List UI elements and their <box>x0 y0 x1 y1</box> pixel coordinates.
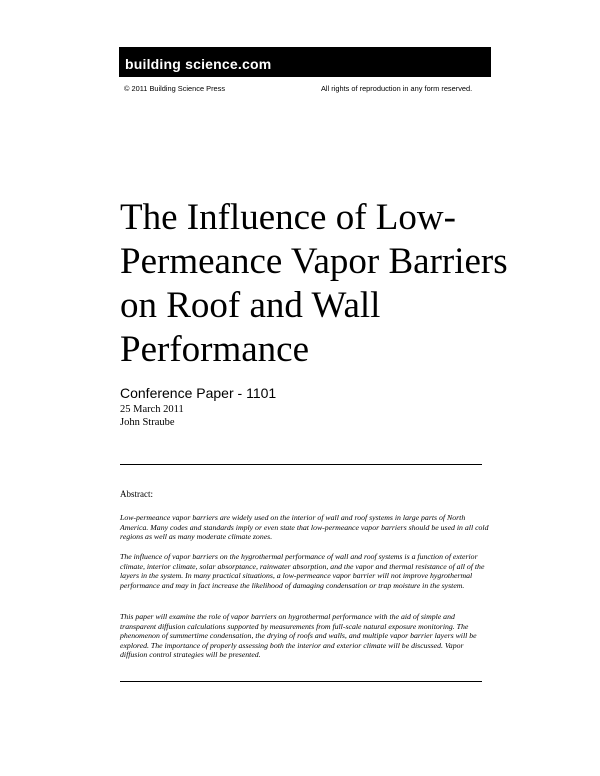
divider-line <box>120 681 482 682</box>
divider-line <box>120 464 482 465</box>
abstract-paragraph: This paper will examine the role of vapor barriers on hygrothermal performance with the aid of simple and transparent diffusion calculations supported by measurements from full-scale natural exposure monitoring. The phenomenon of summertime condensation, the drying of roofs and walls, and multiple vapor barrier layers will be explored. The importance of properly assessing both the interior and exterior climate will be discussed. Vapor diffusion control strategies will be presented. <box>120 612 477 660</box>
rights-notice: All rights of reproduction in any form reserved. <box>321 84 473 93</box>
author-name: John Straube <box>120 417 175 428</box>
paper-type: Conference Paper - 1101 <box>120 385 277 401</box>
title-line: Permeance Vapor Barriers <box>120 241 508 282</box>
abstract-paragraph: Low-permeance vapor barriers are widely used on the interior of wall and roof systems in large parts of North America. Many codes and standards imply or even state that low-permeance vapor barriers should be used in all cold regions as well as many moderate climate zones. <box>120 513 489 542</box>
title-line: The Influence of Low- <box>120 197 456 238</box>
publication-date: 25 March 2011 <box>120 404 184 415</box>
document-title <box>120 196 540 372</box>
title-line: Performance <box>120 329 310 370</box>
brand-name: building science.com <box>125 56 272 72</box>
title-line: on Roof and Wall <box>120 285 381 326</box>
copyright-notice: © 2011 Building Science Press <box>124 84 226 93</box>
header-banner <box>119 47 491 77</box>
abstract-paragraph: The influence of vapor barriers on the hygrothermal performance of wall and roof systems is a function of exterior climate, interior climate, solar absorptance, rainwater absorption, and the vapor and thermal resistance of all of the layers in the system. In many practical situations, a low-permeance vapor barrier will not improve hygrothermal performance and may in fact increase the likelihood of damaging condensation or trap moisture in the system. <box>120 552 485 590</box>
abstract-label: Abstract: <box>120 489 153 499</box>
